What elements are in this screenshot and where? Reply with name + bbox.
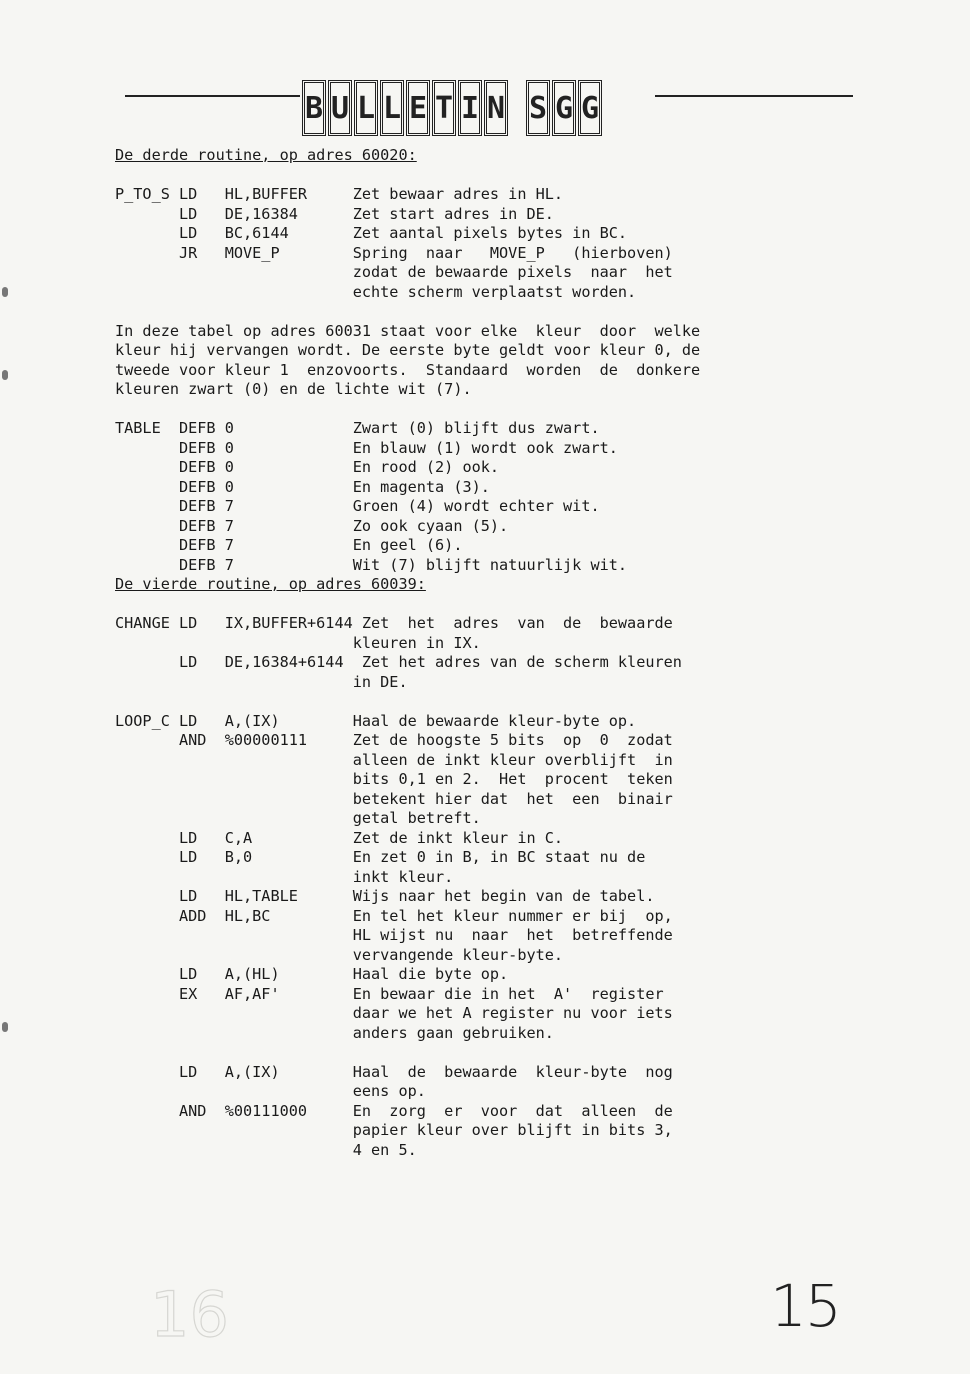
code-line: In deze tabel op adres 60031 staat voor elke kleur door welke [115, 321, 701, 340]
code-line: kleur hij vervangen wordt. De eerste byte geldt voor kleur 0, de [115, 341, 701, 359]
code-line: HL wijst nu naar het betreffende [115, 926, 673, 944]
code-line: EX AF,AF' En bewaar die in het A' register [115, 984, 664, 1003]
blank-line [115, 692, 700, 712]
code-line: kleuren zwart (0) en de lichte wit (7). [115, 380, 472, 398]
code-line: DEFB 0 En blauw (1) wordt ook zwart. [115, 438, 618, 457]
code-line: DEFB 7 Zo ook cyaan (5). [115, 516, 509, 535]
logo-letter: U [328, 80, 352, 136]
code-line: inkt kleur. [115, 867, 454, 886]
code-line: LD BC,6144 Zet aantal pixels bytes in BC. [115, 224, 628, 242]
code-line: ADD HL,BC En tel het kleur nummer er bij op, [115, 906, 673, 925]
code-line: vervangende kleur-byte. [115, 945, 564, 964]
code-line: anders gaan gebruiken. [115, 1023, 554, 1042]
punch-mark [2, 287, 8, 297]
code-line: LOOP_C LD A,(IX) Haal de bewaarde kleur-byte op. [115, 711, 637, 730]
code-line: tweede voor kleur 1 enzovoorts. Standaard worden de donkere [115, 360, 701, 379]
code-line: DEFB 7 Groen (4) wordt echter wit. [115, 497, 600, 515]
page-number: 15 [770, 1272, 840, 1340]
code-line: LD DE,16384+6144 Zet het adres van de scherm kleuren [115, 653, 682, 671]
logo-letter: S [526, 80, 550, 136]
punch-mark [2, 370, 8, 380]
code-line: LD HL,TABLE Wijs naar het begin van de tabel. [115, 887, 655, 905]
code-line: papier kleur over blijft in bits 3, [115, 1121, 673, 1139]
code-line: AND %00111000 En zorg er voor dat alleen de [115, 1101, 673, 1120]
code-line: betekent hier dat het een binair [115, 789, 673, 808]
code-line: JR MOVE_P Spring naar MOVE_P (hierboven) [115, 243, 673, 262]
logo-letter: G [552, 80, 576, 136]
ghost-page-number [150, 1278, 240, 1342]
code-line: LD B,0 En zet 0 in B, in BC staat nu de [115, 848, 646, 866]
code-line: DEFB 7 En geel (6). [115, 536, 463, 554]
logo-letter: N [484, 80, 508, 136]
logo-letter: L [354, 80, 378, 136]
blank-line [115, 400, 700, 420]
logo-letter: I [458, 80, 482, 136]
code-line: LD A,(HL) Haal die byte op. [115, 965, 509, 983]
section-title: De vierde routine, op adres 60039: [115, 575, 426, 593]
code-line: kleuren in IX. [115, 633, 481, 652]
blank-line [115, 595, 700, 615]
code-line: alleen de inkt kleur overblijft in [115, 750, 673, 769]
code-line: eens op. [115, 1082, 426, 1100]
punch-mark [2, 1022, 8, 1032]
code-line: TABLE DEFB 0 Zwart (0) blijft dus zwart. [115, 419, 600, 437]
logo-letter: E [406, 80, 430, 136]
code-line: getal betreft. [115, 809, 481, 827]
logo-letter: T [432, 80, 456, 136]
logo-letter: B [302, 80, 326, 136]
code-line: DEFB 0 En rood (2) ook. [115, 458, 500, 476]
code-line: echte scherm verplaatst worden. [115, 282, 637, 301]
header-rule-right [655, 95, 853, 97]
code-line: CHANGE LD IX,BUFFER+6144 Zet het adres van de bewaarde [115, 614, 673, 632]
code-line: LD DE,16384 Zet start adres in DE. [115, 204, 554, 223]
code-line: bits 0,1 en 2. Het procent teken [115, 770, 673, 788]
svg-text:16: 16 [150, 1278, 229, 1342]
blank-line [115, 302, 700, 322]
page-body [115, 146, 700, 1160]
section-title: De derde routine, op adres 60020: [115, 146, 417, 164]
bulletin-sgg-logo [302, 80, 602, 136]
blank-line [115, 1043, 700, 1063]
code-line: AND %00000111 Zet de hoogste 5 bits op 0 zodat [115, 731, 673, 749]
code-line: in DE. [115, 672, 408, 691]
header-rule-left [125, 95, 300, 97]
logo-letter: L [380, 80, 404, 136]
code-line: LD A,(IX) Haal de bewaarde kleur-byte nog [115, 1062, 673, 1081]
code-line: LD C,A Zet de inkt kleur in C. [115, 828, 564, 847]
code-line: DEFB 7 Wit (7) blijft natuurlijk wit. [115, 555, 628, 574]
logo-letter: G [578, 80, 602, 136]
code-line: daar we het A register nu voor iets [115, 1004, 673, 1022]
code-line: 4 en 5. [115, 1140, 417, 1159]
code-line: DEFB 0 En magenta (3). [115, 477, 490, 496]
blank-line [115, 166, 700, 186]
code-line: P_TO_S LD HL,BUFFER Zet bewaar adres in HL. [115, 185, 564, 203]
code-line: zodat de bewaarde pixels naar het [115, 263, 673, 281]
